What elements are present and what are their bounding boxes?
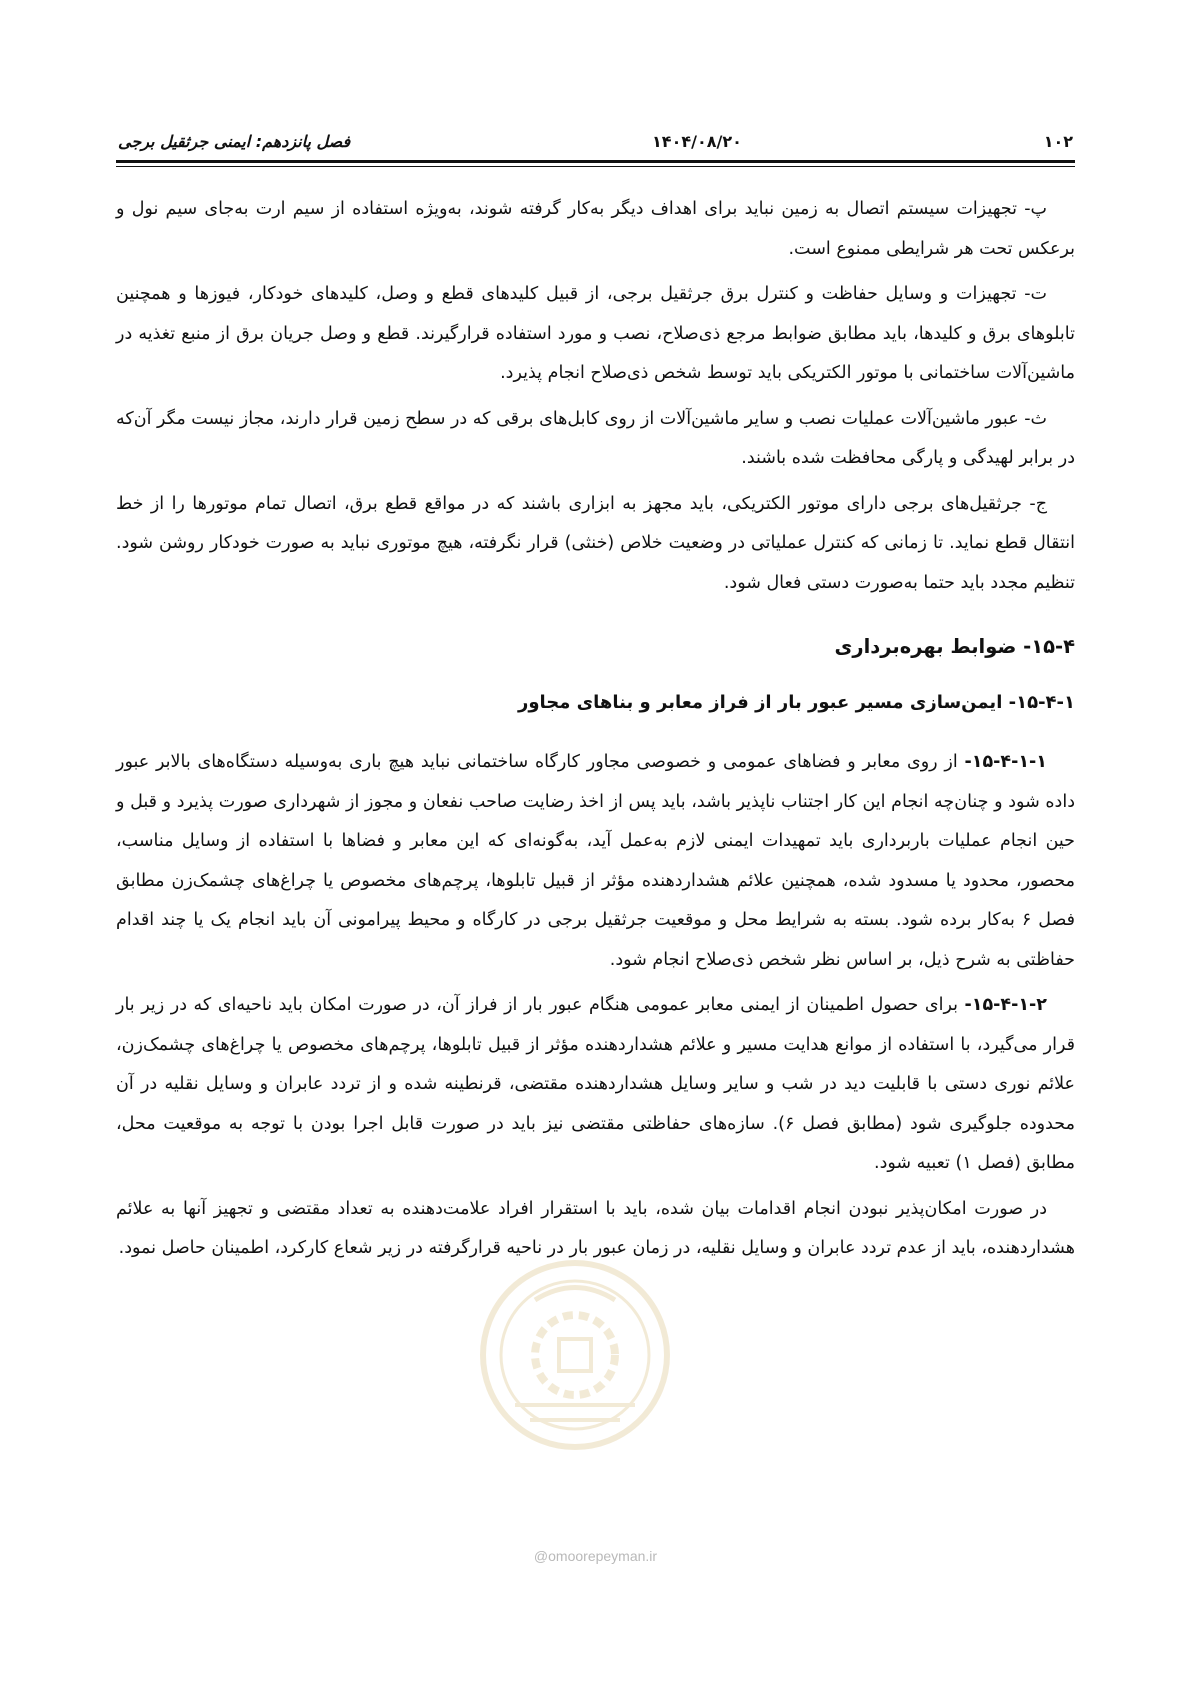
closing-paragraph: در صورت امکان‌پذیر نبودن انجام اقدامات بیان شده، باید با استقرار افراد علامت‌دهنده به تعداد مقتضی و تجهیز آنها به علائم هشداردهنده، باید از عدم تردد عابران و وسایل نقلیه، در زمان عبور بار در ناحیه قرارگرفته در زیر شعاع کارکرد، اطمینان حاصل نمود. [116, 1198, 1075, 1258]
subsection-heading: ۱۵-۴-۱- ایمن‌سازی مسیر عبور بار از فراز معابر و بناهای مجاور [517, 692, 1075, 713]
watermark-url: @omoorepeyman.ir [533, 1548, 658, 1564]
header-rule-thin [116, 166, 1075, 167]
clause-1-number: ۱۵-۴-۱-۱- [964, 752, 1047, 772]
section-heading: ۱۵-۴- ضوابط بهره‌برداری [834, 635, 1075, 658]
page-header [118, 126, 1073, 156]
clause-2 [116, 986, 1075, 1184]
page-body [116, 190, 1075, 1275]
chapter-title: فصل پانزدهم: ایمنی جرثقیل برجی [118, 131, 351, 151]
clause-2-text: برای حصول اطمینان از ایمنی معابر عمومی هنگام عبور بار از فراز آن، در صورت امکان باید ناحیه‌ای که در زیر بار قرار می‌گیرد، با استفاده از موانع هدایت مسیر و علائم هشداردهنده مؤثر از قبیل تابلوها، پرچم‌های مخصوص یا چراغ‌های چشمک‌زن، علائم نوری دستی با قابلیت دید در شب و سایر وسایل هشداردهنده مقتضی، قرنطینه شده و از تردد عابران و وسایل نقلیه در آن محدوده جلوگیری شود (مطابق فصل ۶). سازه‌های حفاظتی مقتضی نیز باید در صورت قابل اجرا بودن با توجه به موقعیت محل، مطابق (فصل ۱) تعبیه شود. [116, 995, 1075, 1173]
paragraph-se: ث- عبور ماشین‌آلات عملیات نصب و سایر ماشین‌آلات از روی کابل‌های برقی که در سطح زمین قرار دارند، مجاز نیست مگر آن‌که در برابر لهیدگی و پارگی محافظت شده باشند. [116, 408, 1075, 468]
clause-1-text: از روی معابر و فضاهای عمومی و خصوصی مجاور کارگاه ساختمانی نباید هیچ باری به‌وسیله دستگاه‌های بالابر عبور داده شود و چنان‌چه انجام این کار اجتناب ناپذیر باشد، باید پس از اخذ رضایت صاحب نفعان و مجوز از شهرداری صورت پذیرد و قبل و حین انجام عملیات باربرداری باید تمهیدات ایمنی لازم به‌عمل آید، به‌گونه‌ای که این معابر و فضاها با استفاده از وسایل مناسب، محصور، محدود یا مسدود شده، همچنین علائم هشداردهنده مؤثر از قبیل تابلوها، پرچم‌های مخصوص یا چراغ‌های چشمک‌زن مطابق فصل ۶ به‌کار برده شود. بسته به شرایط محل و موقعیت جرثقیل برجی در کارگاه و محیط پیرامونی آن باید انجام یک یا چند اقدام حفاظتی به شرح ذیل، بر اساس نظر شخص ذی‌صلاح انجام شود. [116, 752, 1076, 970]
header-date: ۱۴۰۴/۰۸/۲۰ [652, 131, 742, 151]
clause-2-number: ۱۵-۴-۱-۲- [964, 995, 1047, 1015]
header-rule-thick [116, 160, 1075, 163]
clause-1 [116, 743, 1075, 980]
paragraph-jim: ج- جرثقیل‌های برجی دارای موتور الکتریکی، باید مجهز به ابزاری باشند که در مواقع قطع برق، اتصال تمام موتورها را از خط انتقال قطع نماید. تا زمانی که کنترل عملیاتی در وضعیت خلاص (خنثی) قرار نگرفته، هیچ موتوری نباید به صورت خودکار روشن شود. تنظیم مجدد باید حتما به‌صورت دستی فعال شود. [116, 493, 1075, 593]
paragraph-te: ت- تجهیزات و وسایل حفاظت و کنترل برق جرثقیل برجی، از قبیل کلیدهای قطع و وصل، کلیدهای خودکار، فیوزها و همچنین تابلوهای برق و کلیدها، باید مطابق ضوابط مرجع ذی‌صلاح، نصب و مورد استفاده قرارگیرند. قطع و وصل جریان برق از منبع تغذیه در ماشین‌آلات ساختمانی با موتور الکتریکی باید توسط شخص ذی‌صلاح انجام پذیرد. [116, 284, 1075, 383]
page-number: ۱۰۲ [1043, 131, 1073, 151]
watermark-seal-icon [475, 1255, 675, 1455]
paragraph-pe: پ- تجهیزات سیستم اتصال به زمین نباید برای اهداف دیگر به‌کار گرفته شوند، به‌ویژه استفاده از سیم ارت به‌جای سیم نول و برعکس تحت هر شرایطی ممنوع است. [116, 199, 1075, 259]
